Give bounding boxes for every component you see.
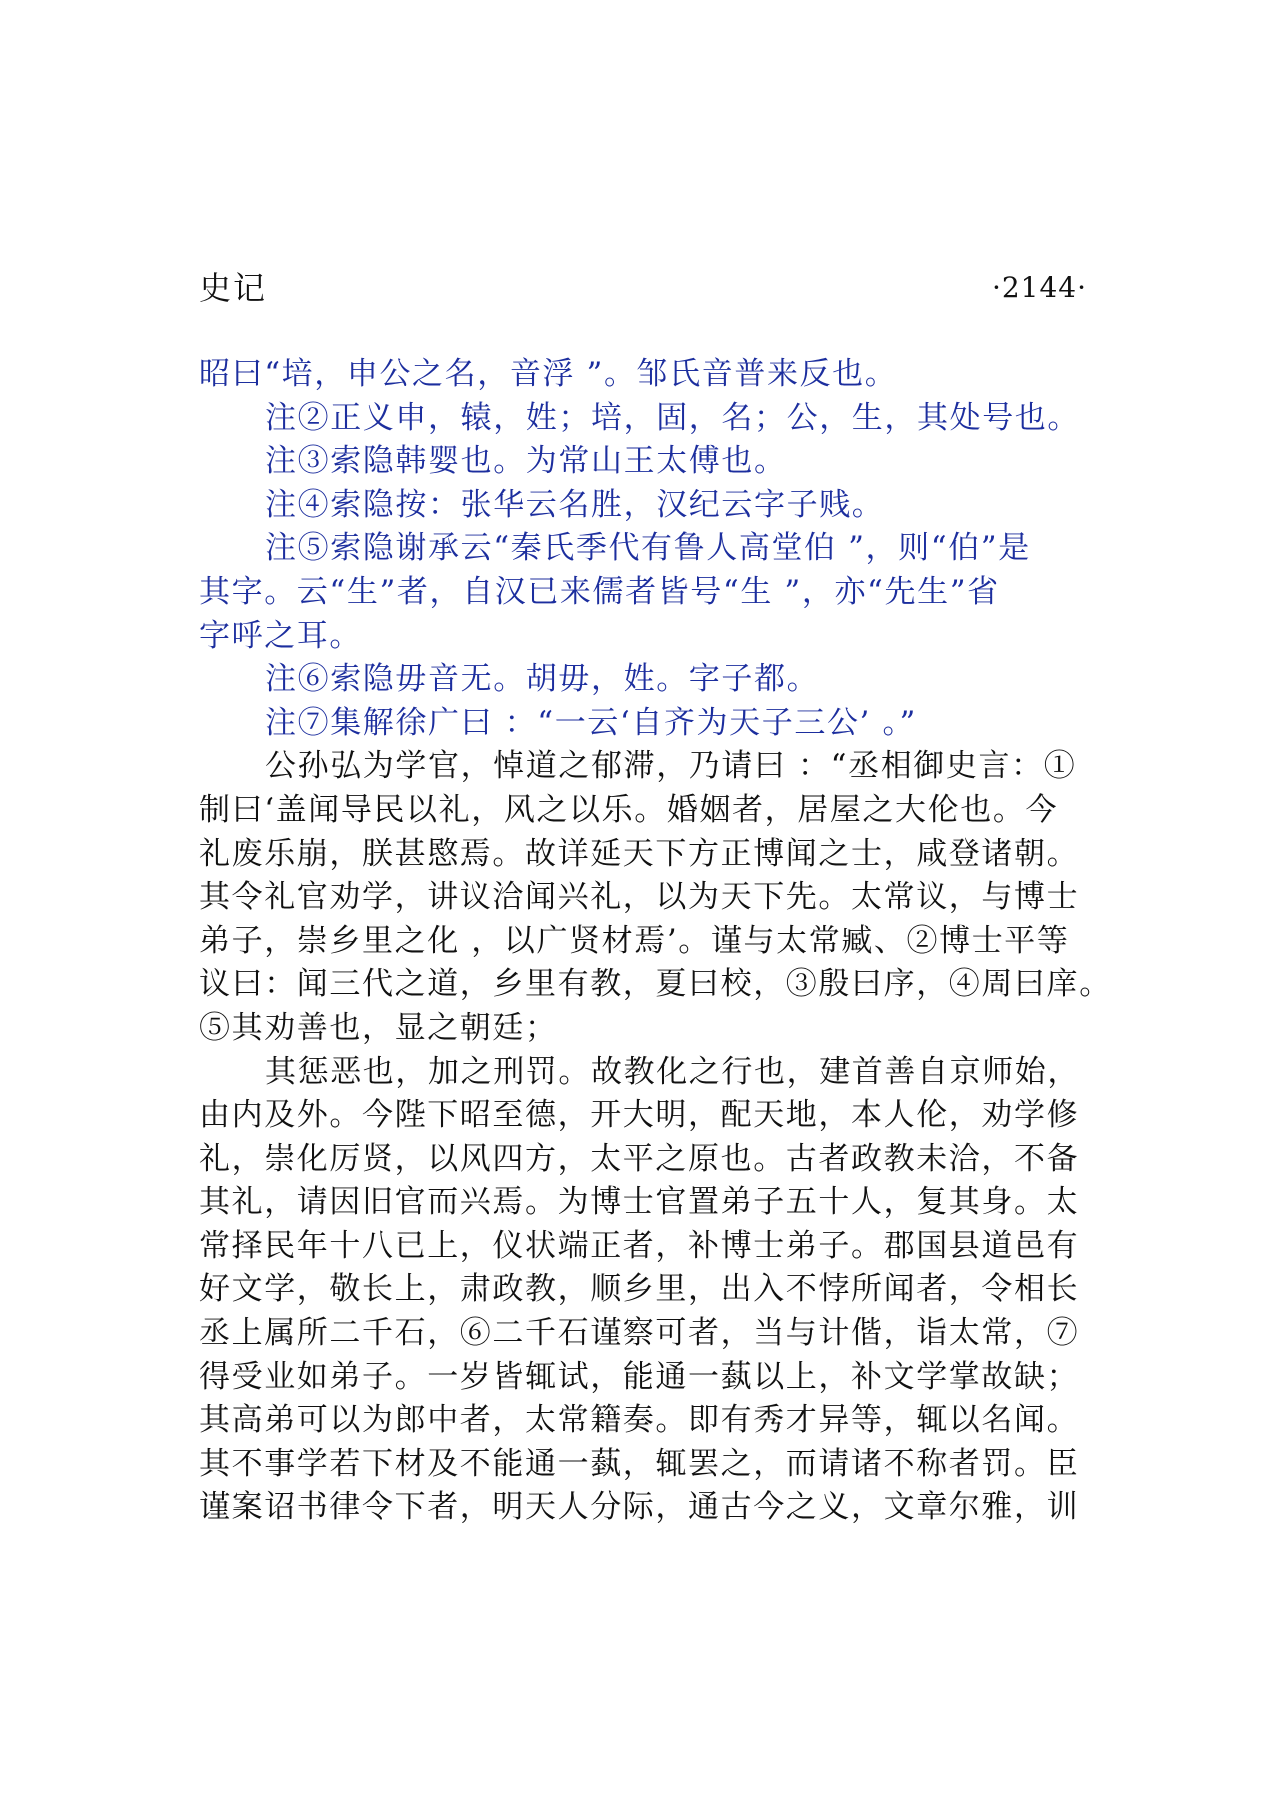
annotation-line: 注②正义申，辕，姓；培，固，名；公，生，其处号也。 [265, 399, 1080, 436]
text-line: 得受业如弟子。一岁皆辄试，能通一蓺以上，补文学掌故缺； [199, 1358, 1080, 1395]
annotation-line: 昭曰“培，申公之名，音浮 ”。邹氏音普来反也。 [199, 356, 898, 392]
text-line: 其不事学若下材及不能通一蓺，辄罢之，而请诸不称者罚。臣 [199, 1445, 1080, 1482]
annotation-line: 注③索隐韩婴也。为常山王太傅也。 [265, 443, 787, 480]
text-line: 常择民年十八已上，仪状端正者，补博士弟子。郡国县道邑有 [199, 1227, 1080, 1264]
text-line: 丞上属所二千石，⑥二千石谨察可者，当与计偕，诣太常，⑦ [199, 1315, 1080, 1352]
text-line: 由内及外。今陛下昭至德，开大明，配天地，本人伦，劝学修 [199, 1097, 1080, 1134]
text-line: ⑤其劝善也，显之朝廷； [199, 1009, 558, 1046]
text-line: 公孙弘为学官，悼道之郁滞，乃请曰 ：“丞相御史言：① [265, 748, 1077, 785]
annotation-line: 字呼之耳。 [199, 617, 362, 654]
text-line: 其令礼官劝学，讲议洽闻兴礼，以为天下先。太常议，与博士 [199, 879, 1080, 916]
text-line: 礼废乐崩，朕甚愍焉。故详延天下方正博闻之士，咸登诸朝。 [199, 835, 1080, 872]
book-title: 史记 [199, 269, 268, 307]
text-line: 其惩恶也，加之刑罚。故教化之行也，建首善自京师始， [265, 1053, 1080, 1090]
text-line: 议曰：闻三代之道，乡里有教，夏曰校，③殷曰序，④周曰庠。 [199, 966, 1112, 1003]
text-line: 礼，崇化厉贤，以风四方，太平之原也。古者政教未洽，不备 [199, 1140, 1080, 1177]
text-line: 制曰‘盖闻导民以礼，风之以乐。婚姻者，居屋之大伦也。今 [199, 791, 1059, 828]
page-number: ·2144· [991, 271, 1087, 304]
annotation-line: 注⑤索隐谢承云“秦氏季代有鲁人高堂伯 ”，则“伯”是 [265, 530, 1031, 567]
annotation-line: 注⑦集解徐广曰 ：“一云‘自齐为天子三公’ 。” [265, 704, 918, 741]
text-line: 好文学，敬长上，肃政教，顺乡里，出入不悖所闻者，令相长 [199, 1271, 1080, 1308]
annotation-line: 其字。云“生”者，自汉已来儒者皆号“生 ”，亦“先生”省 [199, 573, 1000, 610]
text-line: 其礼，请因旧官而兴焉。为博士官置弟子五十人，复其身。太 [199, 1184, 1080, 1221]
text-line: 谨案诏书律令下者，明天人分际，通古今之义，文章尔雅，训 [199, 1489, 1080, 1526]
annotation-line: 注⑥索隐毋音无。胡毋，姓。字子都。 [265, 661, 820, 698]
text-line: 其高弟可以为郎中者，太常籍奏。即有秀才异等，辄以名闻。 [199, 1402, 1080, 1439]
annotation-line: 注④索隐按：张华云名胜，汉纪云字子贱。 [265, 486, 885, 523]
text-line: 弟子，崇乡里之化 ，以广贤材焉’。谨与太常臧、②博士平等 [199, 922, 1070, 959]
body-text [199, 353, 1112, 1530]
